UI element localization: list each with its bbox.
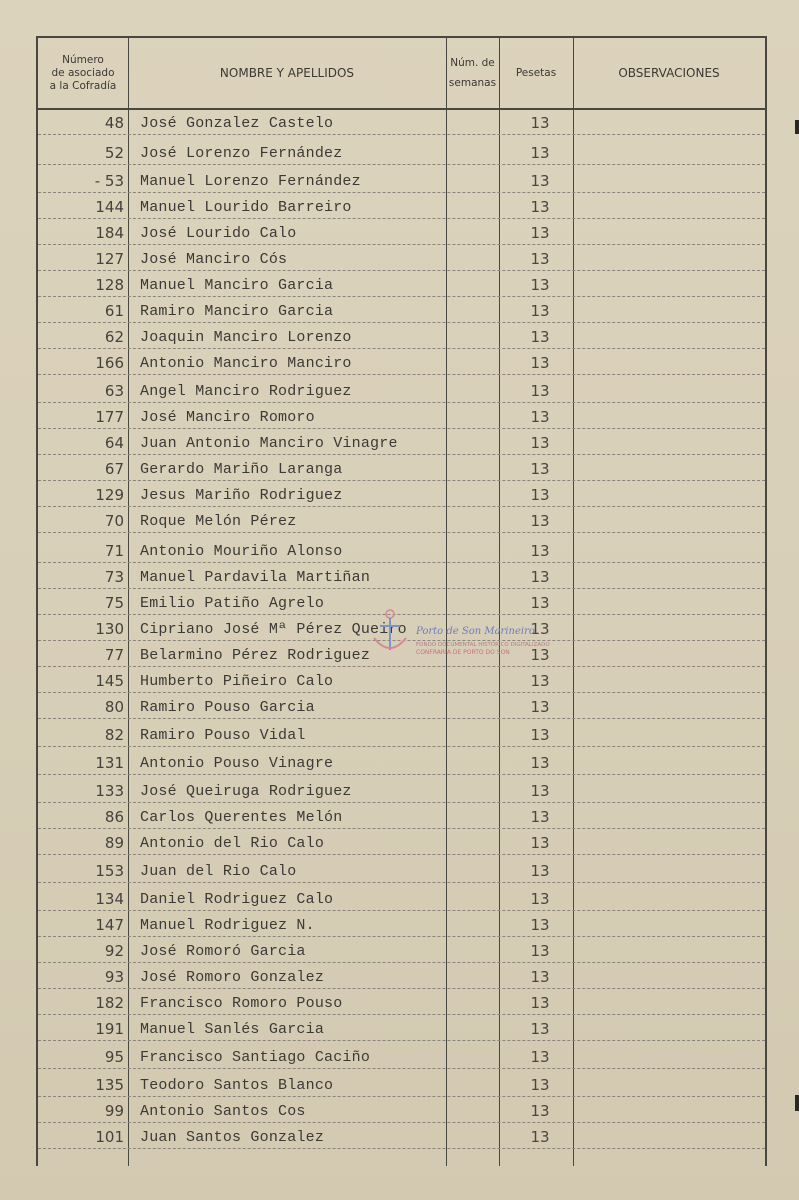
member-name: José Romoró Garcia [140,943,306,960]
pesetas-amount: 13 [530,1076,550,1094]
member-number: 64 [104,434,124,452]
table-row [38,1044,765,1069]
member-number: 62 [104,328,124,346]
table-row [38,886,765,911]
member-number: 77 [104,646,124,664]
pesetas-amount: 13 [530,754,550,772]
table-row [38,220,765,245]
pesetas-amount: 13 [530,726,550,744]
member-number: 48 [104,114,124,132]
row-rule [38,192,765,193]
member-name: Juan Antonio Manciro Vinagre [140,435,398,452]
header-member-number-label: Número de asociado a la Cofradía [49,53,117,92]
member-number: 71 [104,542,124,560]
row-rule [38,718,765,719]
member-number: 80 [104,698,124,716]
table-row [38,1016,765,1041]
member-number: 86 [104,808,124,826]
pesetas-amount: 13 [530,1128,550,1146]
row-rule [38,402,765,403]
member-name: Antonio Mouriño Alonso [140,543,343,560]
member-name: José Lourido Calo [140,225,297,242]
table-row [38,456,765,481]
row-rule [38,882,765,883]
table-row [38,750,765,775]
table-row [38,508,765,533]
table-row [38,804,765,829]
header-pesetas-label: Pesetas [515,67,557,79]
member-number: 147 [95,916,124,934]
pesetas-amount: 13 [530,486,550,504]
member-number: 129 [95,486,124,504]
pesetas-amount: 13 [530,1102,550,1120]
row-rule [38,532,765,533]
member-name: Juan Santos Gonzalez [140,1129,325,1146]
header-observations [573,38,765,108]
member-name: Joaquin Manciro Lorenzo [140,329,352,346]
row-rule [38,270,765,271]
member-number: 70 [104,512,124,530]
member-name: Ramiro Pouso Garcia [140,699,315,716]
pesetas-amount: 13 [530,250,550,268]
member-number: 52 [104,144,124,162]
table-row [38,564,765,589]
table-header [38,38,765,110]
pesetas-amount: 13 [530,968,550,986]
member-name: Antonio Pouso Vinagre [140,755,334,772]
pesetas-amount: 13 [530,114,550,132]
pesetas-amount: 13 [530,916,550,934]
header-member-number [38,38,128,108]
member-name: Juan del Rio Calo [140,863,297,880]
member-number: 130 [95,620,124,638]
pesetas-amount: 13 [530,672,550,690]
member-number: 92 [104,942,124,960]
pesetas-amount: 13 [530,408,550,426]
pesetas-amount: 13 [530,328,550,346]
table-row [38,668,765,693]
table-row [38,350,765,375]
pesetas-amount: 13 [530,542,550,560]
member-name: Humberto Piñeiro Calo [140,673,334,690]
member-number: 127 [95,250,124,268]
member-number: 184 [95,224,124,242]
member-number: - 53 [94,172,124,190]
row-rule [38,936,765,937]
member-name: José Queiruga Rodriguez [140,783,352,800]
table-row [38,912,765,937]
member-name: Manuel Pardavila Martiñan [140,569,371,586]
row-rule [38,164,765,165]
member-number: 82 [104,726,124,744]
row-rule [38,588,765,589]
table-row [38,722,765,747]
table-row [38,140,765,165]
member-name: Ramiro Manciro Garcia [140,303,334,320]
row-rule [38,428,765,429]
member-name: Manuel Lorenzo Fernández [140,173,361,190]
table-row [38,938,765,963]
header-name [128,38,446,108]
pesetas-amount: 13 [530,834,550,852]
member-name: Antonio Santos Cos [140,1103,306,1120]
table-row [38,590,765,615]
member-name: Francisco Santiago Caciño [140,1049,371,1066]
table-row [38,858,765,883]
member-number: 191 [95,1020,124,1038]
row-rule [38,506,765,507]
row-rule [38,322,765,323]
member-number: 131 [95,754,124,772]
row-rule [38,774,765,775]
row-rule [38,988,765,989]
row-rule [38,562,765,563]
watermark-line-2: CONFRARÍA DE PORTO DO SON [416,649,510,656]
member-name: Manuel Lourido Barreiro [140,199,352,216]
row-rule [38,746,765,747]
row-rule [38,666,765,667]
watermark-line-1: FONDO DOCUMENTAL HISTÓRICO DIGITALIZADO [416,642,550,648]
pesetas-amount: 13 [530,144,550,162]
pesetas-amount: 13 [530,890,550,908]
pesetas-amount: 13 [530,568,550,586]
member-name: Antonio del Rio Calo [140,835,325,852]
row-rule [38,1122,765,1123]
member-number: 75 [104,594,124,612]
member-number: 134 [95,890,124,908]
pesetas-amount: 13 [530,862,550,880]
header-observations-label: OBSERVACIONES [618,66,720,80]
pesetas-amount: 13 [530,782,550,800]
pesetas-amount: 13 [530,434,550,452]
row-rule [38,1068,765,1069]
row-rule [38,454,765,455]
row-rule [38,480,765,481]
pesetas-amount: 13 [530,460,550,478]
table-row [38,642,765,667]
row-rule [38,1096,765,1097]
member-number: 67 [104,460,124,478]
pesetas-amount: 13 [530,172,550,190]
pesetas-amount: 13 [530,512,550,530]
member-number: 166 [95,354,124,372]
member-name: Ramiro Pouso Vidal [140,727,306,744]
member-name: Manuel Manciro Garcia [140,277,334,294]
header-name-label: NOMBRE Y APELLIDOS [219,66,355,80]
member-name: Francisco Romoro Pouso [140,995,343,1012]
header-pesetas [499,38,573,108]
ledger-table [36,36,767,1166]
table-row [38,1072,765,1097]
table-row [38,110,765,135]
member-number: 135 [95,1076,124,1094]
pesetas-amount: 13 [530,382,550,400]
member-name: José Gonzalez Castelo [140,115,334,132]
member-number: 145 [95,672,124,690]
table-row [38,246,765,271]
member-number: 93 [104,968,124,986]
member-number: 182 [95,994,124,1012]
pesetas-amount: 13 [530,1048,550,1066]
member-name: Belarmino Pérez Rodriguez [140,647,371,664]
row-rule [38,692,765,693]
row-rule [38,1148,765,1149]
member-number: 61 [104,302,124,320]
binding-mark [795,120,799,134]
member-name: Cipriano José Mª Pérez Queiro [140,621,407,638]
member-number: 153 [95,862,124,880]
member-name: José Manciro Romoro [140,409,315,426]
row-rule [38,218,765,219]
pesetas-amount: 13 [530,620,550,638]
table-row [38,272,765,297]
member-name: Manuel Sanlés Garcia [140,1021,325,1038]
binding-mark [795,1095,799,1111]
table-row [38,324,765,349]
row-rule [38,348,765,349]
member-number: 101 [95,1128,124,1146]
table-row [38,482,765,507]
member-name: José Lorenzo Fernández [140,145,343,162]
pesetas-amount: 13 [530,198,550,216]
watermark-title: Porto de Son Marineiro [416,626,535,637]
table-row [38,404,765,429]
pesetas-amount: 13 [530,354,550,372]
member-number: 89 [104,834,124,852]
table-row [38,964,765,989]
member-number: 95 [104,1048,124,1066]
row-rule [38,296,765,297]
row-rule [38,828,765,829]
table-row [38,1098,765,1123]
member-number: 177 [95,408,124,426]
member-name: Gerardo Mariño Laranga [140,461,343,478]
member-name: Roque Melón Pérez [140,513,297,530]
pesetas-amount: 13 [530,1020,550,1038]
member-number: 99 [104,1102,124,1120]
table-row [38,1124,765,1149]
table-row [38,990,765,1015]
member-name: José Romoro Gonzalez [140,969,325,986]
table-row [38,378,765,403]
pesetas-amount: 13 [530,994,550,1012]
member-number: 128 [95,276,124,294]
pesetas-amount: 13 [530,698,550,716]
member-name: Teodoro Santos Blanco [140,1077,334,1094]
pesetas-amount: 13 [530,808,550,826]
member-name: Emilio Patiño Agrelo [140,595,325,612]
member-number: 144 [95,198,124,216]
member-name: Carlos Querentes Melón [140,809,343,826]
row-rule [38,614,765,615]
row-rule [38,1014,765,1015]
member-name: Manuel Rodriguez N. [140,917,315,934]
pesetas-amount: 13 [530,276,550,294]
row-rule [38,374,765,375]
table-row [38,830,765,855]
pesetas-amount: 13 [530,302,550,320]
table-row [38,298,765,323]
member-number: 133 [95,782,124,800]
header-weeks [446,38,499,108]
table-row [38,694,765,719]
member-name: Antonio Manciro Manciro [140,355,352,372]
row-rule [38,802,765,803]
pesetas-amount: 13 [530,594,550,612]
row-rule [38,854,765,855]
header-weeks-label: Núm. de semanas [448,57,497,89]
pesetas-amount: 13 [530,646,550,664]
pesetas-amount: 13 [530,224,550,242]
member-number: 63 [104,382,124,400]
table-row [38,194,765,219]
row-rule [38,640,765,641]
member-name: Jesus Mariño Rodriguez [140,487,343,504]
member-number: 73 [104,568,124,586]
row-rule [38,962,765,963]
row-rule [38,244,765,245]
member-name: José Manciro Cós [140,251,288,268]
table-row [38,616,765,641]
row-rule [38,134,765,135]
row-rule [38,910,765,911]
pesetas-amount: 13 [530,942,550,960]
table-row [38,778,765,803]
table-row [38,430,765,455]
table-row [38,168,765,193]
table-row [38,538,765,563]
member-name: Daniel Rodriguez Calo [140,891,334,908]
member-name: Angel Manciro Rodriguez [140,383,352,400]
row-rule [38,1040,765,1041]
